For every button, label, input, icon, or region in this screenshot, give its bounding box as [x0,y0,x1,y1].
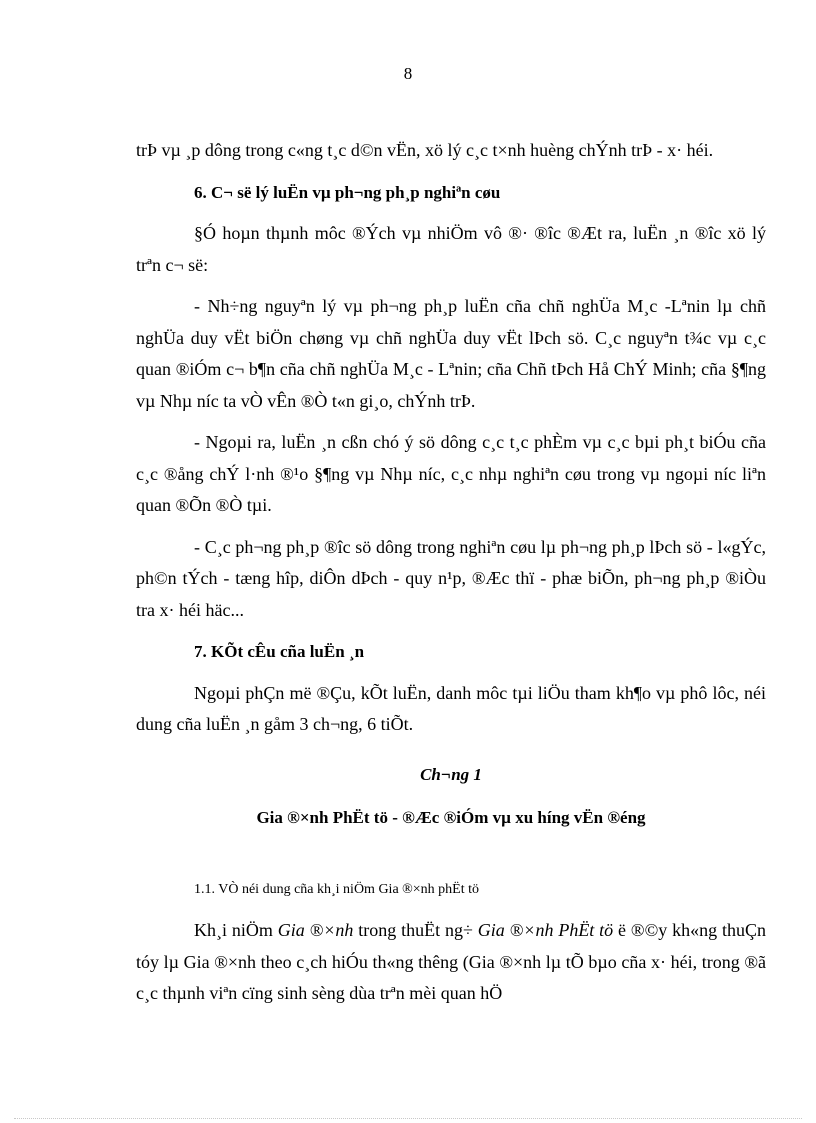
text-run: ë ®©y kh«ng thuÇn tóy lµ Gia ®×nh theo c¸ch hiÓu th«ng thêng (Gia ®×nh lµ tÕ bµo cña x· héi, trong ®ã c¸c thµnh viªn cïng sinh sèng dùa trªn mèi quan hÖ [136,920,766,1003]
section-heading-6: 6. C¬ së lý luËn vµ ph¬ng ph¸p nghiªn cøu [194,182,501,202]
paragraph: trÞ vµ ¸p dông trong c«ng t¸c d©n vËn, xö lý c¸c t×nh huèng chÝnh trÞ - x· héi. [136,140,714,160]
paragraph: Ngoµi phÇn më ®Çu, kÕt luËn, danh môc tµi liÖu tham kh¶o vµ phô lôc, néi dung cña luËn ¸n gåm 3 ch¬ng, 6 tiÕt. [136,682,766,734]
text-run: Kh¸i niÖm [194,920,278,940]
chapter-label: Ch¬ng 1 [420,764,482,784]
italic-term: Gia ®×nh [277,920,354,940]
subsection-heading-1-1: 1.1. VÒ néi dung cña kh¸i niÖm Gia ®×nh phËt tö [194,881,480,897]
page-bottom-divider [14,1118,802,1119]
paragraph: - Nh÷ng nguyªn lý vµ ph¬ng ph¸p luËn cña chñ nghÜa M¸c -Lªnin lµ chñ nghÜa duy vËt biÖn chøng vµ chñ nghÜa duy vËt lÞch sö. C¸c nguyªn t¾c vµ c¸c quan ®iÓm c¬ b¶n cña chñ nghÜa M¸c - Lªnin; cña Chñ tÞch Hå ChÝ Minh; cña §¶ng vµ Nhµ níc ta vÒ vÊn ®Ò t«n gi¸o, chÝnh trÞ. [136,296,766,411]
paragraph: - C¸c ph¬ng ph¸p ®îc sö dông trong nghiªn cøu lµ ph¬ng ph¸p lÞch sö - l«gÝc, ph©n tÝch - tæng hîp, diÔn dÞch - quy n¹p, ®Æc thï - phæ biÕn, ph¬ng ph¸p ®iÒu tra x· héi häc... [136,536,766,620]
page-body [136,135,766,1010]
section-heading-7: 7. KÕt cÊu cña luËn ¸n [194,642,365,661]
italic-term: Gia ®×nh PhËt tö [477,920,614,940]
paragraph: §Ó hoµn thµnh môc ®Ých vµ nhiÖm vô ®· ®îc ®Æt ra, luËn ¸n ®îc xö lý trªn c¬ së: [136,223,766,275]
page-number: 8 [403,64,413,83]
paragraph: - Ngoµi ra, luËn ¸n cßn chó ý sö dông c¸c t¸c phÈm vµ c¸c bµi ph¸t biÓu cña c¸c ®ång chÝ l·nh ®¹o §¶ng vµ Nhµ níc, c¸c nhµ nghiªn cøu trong vµ ngoµi níc liªn quan ®Õn ®Ò tµi. [136,432,766,515]
chapter-title: Gia ®×nh PhËt tö - ®Æc ®iÓm vµ xu híng vËn ®éng [256,808,646,827]
text-run: trong thuËt ng÷ [353,920,478,940]
paragraph [136,915,766,1010]
